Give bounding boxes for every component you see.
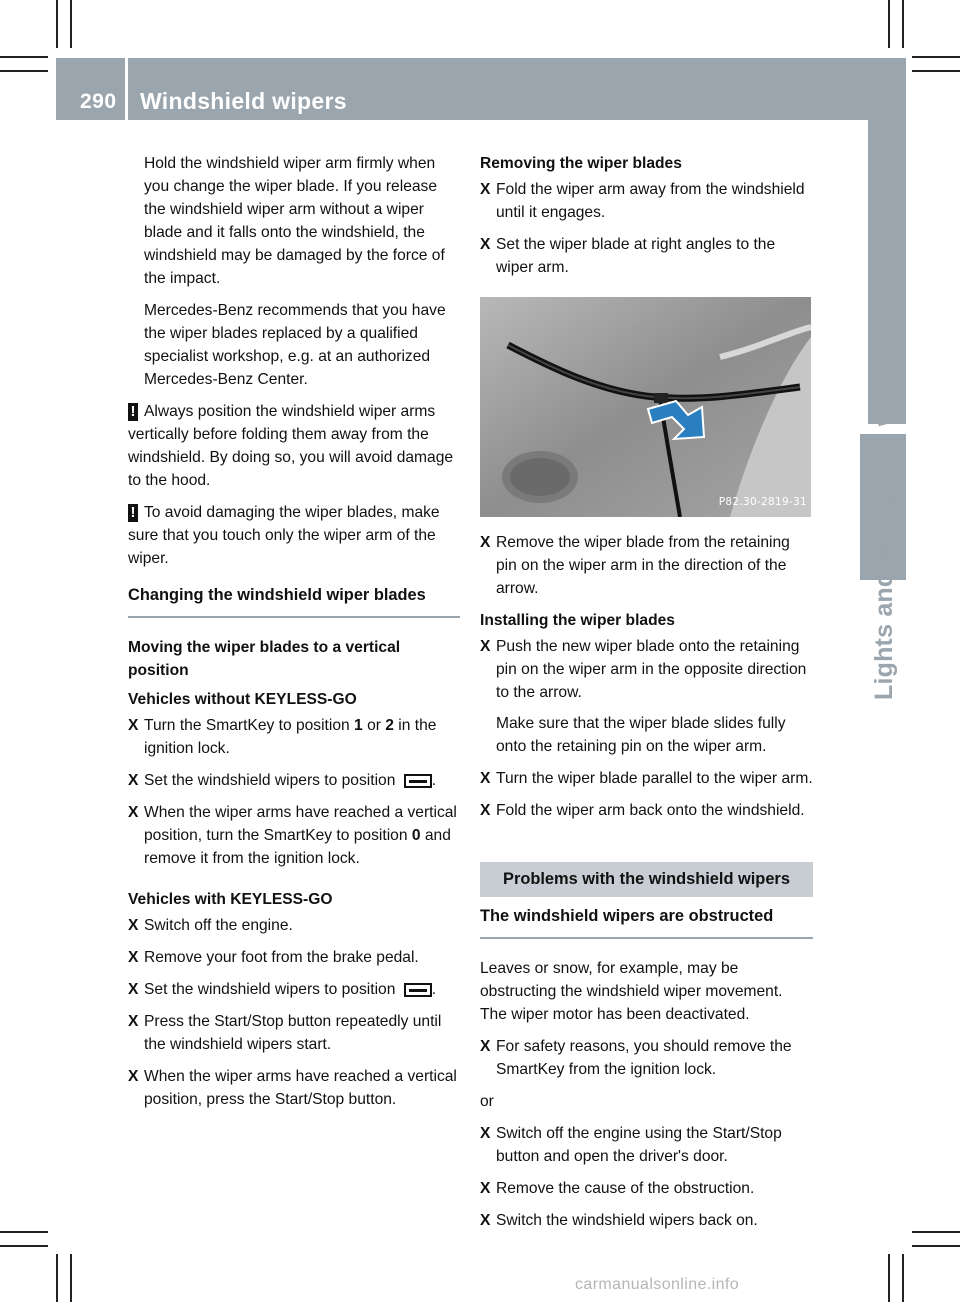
- sub-heading: Vehicles without KEYLESS-GO: [128, 691, 357, 708]
- instruction-step: [480, 799, 813, 822]
- position-value: 2: [385, 717, 394, 734]
- step-arrow-icon: X: [128, 981, 139, 998]
- wiper-switch-position-icon: [404, 774, 432, 788]
- step-arrow-icon: X: [480, 236, 491, 253]
- left-column: [128, 152, 460, 1120]
- crop-mark: [888, 1254, 890, 1302]
- crop-mark: [70, 1254, 72, 1302]
- sub-heading: Installing the wiper blades: [480, 612, 675, 629]
- step-text: Turn the wiper blade parallel to the wiper arm.: [496, 770, 813, 787]
- step-arrow-icon: X: [128, 804, 139, 821]
- crop-mark: [56, 0, 58, 48]
- watermark: carmanualsonline.info: [575, 1276, 740, 1293]
- wiper-illustration: [480, 297, 811, 517]
- crop-mark: [56, 1254, 58, 1302]
- intro-paragraph: Mercedes-Benz recommends that you have the wiper blades replaced by a qualified specialist workshop, e.g. at an authorized Mercedes-Benz Center.: [144, 302, 446, 388]
- step-arrow-icon: X: [480, 770, 491, 787]
- step-text: Switch off the engine.: [144, 917, 293, 934]
- step-text: Set the wiper blade at right angles to the wiper arm.: [496, 236, 776, 276]
- instruction-step: [128, 1065, 460, 1111]
- instruction-step: [128, 914, 460, 937]
- step-text: Set the windshield wipers to position: [144, 981, 396, 998]
- instruction-step: [480, 1209, 813, 1232]
- step-text: Switch off the engine using the Start/Stop button and open the driver's door.: [496, 1125, 782, 1165]
- crop-mark: [0, 1245, 48, 1247]
- instruction-step: [128, 801, 460, 870]
- step-arrow-icon: X: [480, 1212, 491, 1229]
- crop-mark: [902, 1254, 904, 1302]
- step-text: For safety reasons, you should remove the SmartKey from the ignition lock.: [496, 1038, 792, 1078]
- page-number: 290: [80, 90, 117, 113]
- header-divider: [125, 58, 128, 120]
- instruction-step: [480, 635, 813, 758]
- crop-mark: [0, 56, 48, 58]
- position-value: 0: [411, 827, 421, 844]
- warning-note: [128, 501, 460, 570]
- note-text: To avoid damaging the wiper blades, make sure that you touch only the wiper arm of the wiper.: [128, 504, 440, 567]
- instruction-step: [480, 233, 813, 279]
- step-text: When the wiper arms have reached a vertical position, press the Start/Stop button.: [144, 1068, 457, 1108]
- period: .: [431, 981, 437, 998]
- instruction-step: [128, 1010, 460, 1056]
- body-paragraph: Leaves or snow, for example, may be obstructing the windshield wiper movement. The wiper motor has been deactivated.: [480, 960, 783, 1023]
- step-text: Remove your foot from the brake pedal.: [144, 949, 419, 966]
- warning-note: [128, 400, 460, 492]
- step-text: Fold the wiper arm back onto the windshield.: [496, 802, 805, 819]
- crop-mark: [912, 1245, 960, 1247]
- step-text: When the wiper arms have reached a vertical position, turn the SmartKey to position: [144, 804, 457, 844]
- instruction-step: [480, 767, 813, 790]
- section-heading: The windshield wipers are obstructed: [480, 905, 813, 939]
- sub-heading: Moving the wiper blades to a vertical position: [128, 639, 401, 679]
- instruction-step: [128, 946, 460, 969]
- step-arrow-icon: X: [480, 1180, 491, 1197]
- wiper-blade-photo: [480, 297, 811, 517]
- instruction-step: [480, 1035, 813, 1081]
- note-text: Always position the windshield wiper arms vertically before folding them away from the windshield. By doing so, you will avoid damage to the hood.: [128, 403, 454, 489]
- step-text: and remove it from the ignition lock.: [144, 827, 451, 867]
- step-text: or: [362, 717, 386, 734]
- step-arrow-icon: X: [480, 1125, 491, 1142]
- step-arrow-icon: X: [128, 949, 139, 966]
- step-text: in the ignition lock.: [144, 717, 437, 757]
- step-text: Set the windshield wipers to position: [144, 772, 396, 789]
- step-text: Press the Start/Stop button repeatedly until the windshield wipers start.: [144, 1013, 442, 1053]
- crop-mark: [902, 0, 904, 48]
- step-arrow-icon: X: [128, 1013, 139, 1030]
- instruction-step: [128, 978, 460, 1001]
- instruction-step: [128, 769, 460, 792]
- warning-icon: !: [128, 403, 138, 421]
- step-text: Push the new wiper blade onto the retaining pin on the wiper arm in the opposite direction to the arrow.: [496, 638, 807, 701]
- step-text: Fold the wiper arm away from the windshield until it engages.: [496, 181, 805, 221]
- sub-heading: Removing the wiper blades: [480, 155, 682, 172]
- problems-heading: Problems with the windshield wipers: [480, 862, 813, 897]
- step-arrow-icon: X: [480, 1038, 491, 1055]
- instruction-step: [480, 1177, 813, 1200]
- step-arrow-icon: X: [480, 181, 491, 198]
- wiper-switch-position-icon: [404, 983, 432, 997]
- or-text: or: [480, 1093, 494, 1110]
- page-title: Windshield wipers: [140, 88, 347, 114]
- section-heading: Changing the windshield wiper blades: [128, 584, 460, 618]
- right-column: [480, 152, 813, 1241]
- step-arrow-icon: X: [128, 772, 139, 789]
- warning-icon: !: [128, 504, 138, 522]
- step-text: Remove the wiper blade from the retaining pin on the wiper arm in the direction of the arrow.: [496, 534, 790, 597]
- period: .: [431, 772, 437, 789]
- instruction-step: [480, 178, 813, 224]
- instruction-step: [128, 714, 460, 760]
- crop-mark: [70, 0, 72, 48]
- step-text: Turn the SmartKey to position: [144, 717, 355, 734]
- position-value: 1: [354, 717, 363, 734]
- intro-paragraph: Hold the windshield wiper arm firmly when you change the wiper blade. If you release the windshield wiper arm without a wiper blade and it falls onto the windshield, the windshield may be damaged by the force of the impact.: [144, 155, 445, 287]
- crop-mark: [912, 56, 960, 58]
- crop-mark: [912, 70, 960, 72]
- step-arrow-icon: X: [480, 638, 491, 655]
- crop-mark: [0, 70, 48, 72]
- instruction-step: [480, 1122, 813, 1168]
- sub-heading: Vehicles with KEYLESS-GO: [128, 891, 333, 908]
- instruction-step: [480, 531, 813, 600]
- crop-mark: [912, 1231, 960, 1233]
- crop-mark: [0, 1231, 48, 1233]
- chapter-side-label: Lights and windshield wipers: [870, 345, 898, 700]
- step-arrow-icon: X: [128, 917, 139, 934]
- step-text: Remove the cause of the obstruction.: [496, 1180, 755, 1197]
- step-arrow-icon: X: [480, 802, 491, 819]
- photo-code: P82.30-2819-31: [718, 496, 807, 508]
- step-continuation: Make sure that the wiper blade slides fully onto the retaining pin on the wiper arm.: [496, 715, 786, 755]
- step-arrow-icon: X: [128, 1068, 139, 1085]
- crop-mark: [888, 0, 890, 48]
- step-arrow-icon: X: [128, 717, 139, 734]
- step-text: Switch the windshield wipers back on.: [496, 1212, 758, 1229]
- step-arrow-icon: X: [480, 534, 491, 551]
